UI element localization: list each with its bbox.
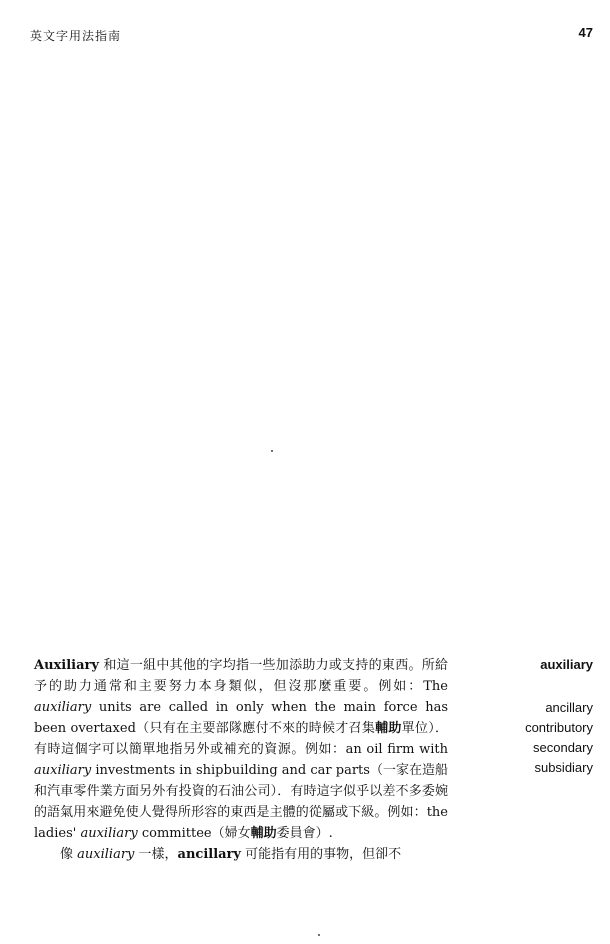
text-run: 可能指有用的事物，但卻不 bbox=[240, 847, 402, 862]
text-run: 和這一組中其他的字均指一些加添助力或支持的東西。所給予的助力通常和主要努力本身類似，但沒那麼重要。例如：The bbox=[34, 658, 448, 694]
paragraph-ancillary bbox=[34, 844, 448, 865]
margin-synonym-secondary: secondary bbox=[533, 740, 593, 755]
italic-term: auxiliary bbox=[34, 763, 92, 778]
bold-gloss: 輔助 bbox=[375, 721, 402, 736]
scan-speck bbox=[318, 934, 320, 936]
text-run: 委員會）. bbox=[276, 826, 333, 841]
margin-notes bbox=[525, 657, 593, 778]
text-run: 像 bbox=[60, 847, 78, 862]
running-header-title: 英文字用法指南 bbox=[30, 29, 122, 43]
text-run: committee（婦女 bbox=[137, 826, 251, 841]
paragraph-auxiliary bbox=[34, 655, 448, 844]
body-text bbox=[34, 655, 448, 865]
margin-synonym-ancillary: ancillary bbox=[545, 700, 593, 715]
italic-term: auxiliary bbox=[77, 847, 135, 862]
text-run: investments in shipbuilding and car parts（一家在造船和汽車零件業方面另外有投資的石油公司）．有時這字似乎以差不多委婉的語氣用來避免使人覺得所形容的東西是主體的從屬或下級。例如：the ladies' bbox=[34, 763, 448, 841]
page-number: 47 bbox=[578, 25, 593, 40]
term-auxiliary: Auxiliary bbox=[34, 658, 99, 673]
text-run: units are called in only when the main force has been overtaxed（只有在主要部隊應付不來的時候才召集 bbox=[34, 700, 448, 736]
italic-term: auxiliary bbox=[80, 826, 138, 841]
italic-term: auxiliary bbox=[34, 700, 92, 715]
margin-synonym-contributory: contributory bbox=[525, 720, 593, 735]
text-run: 單位）．有時這個字可以簡單地指另外或補充的資源。例如：an oil firm with bbox=[34, 721, 448, 757]
bold-gloss: 輔助 bbox=[250, 826, 277, 841]
term-ancillary: ancillary bbox=[177, 847, 241, 862]
margin-synonym-subsidiary: subsidiary bbox=[534, 760, 593, 775]
scan-speck bbox=[271, 450, 273, 452]
text-run: 一樣， bbox=[134, 847, 178, 862]
margin-headword: auxiliary bbox=[540, 657, 593, 672]
